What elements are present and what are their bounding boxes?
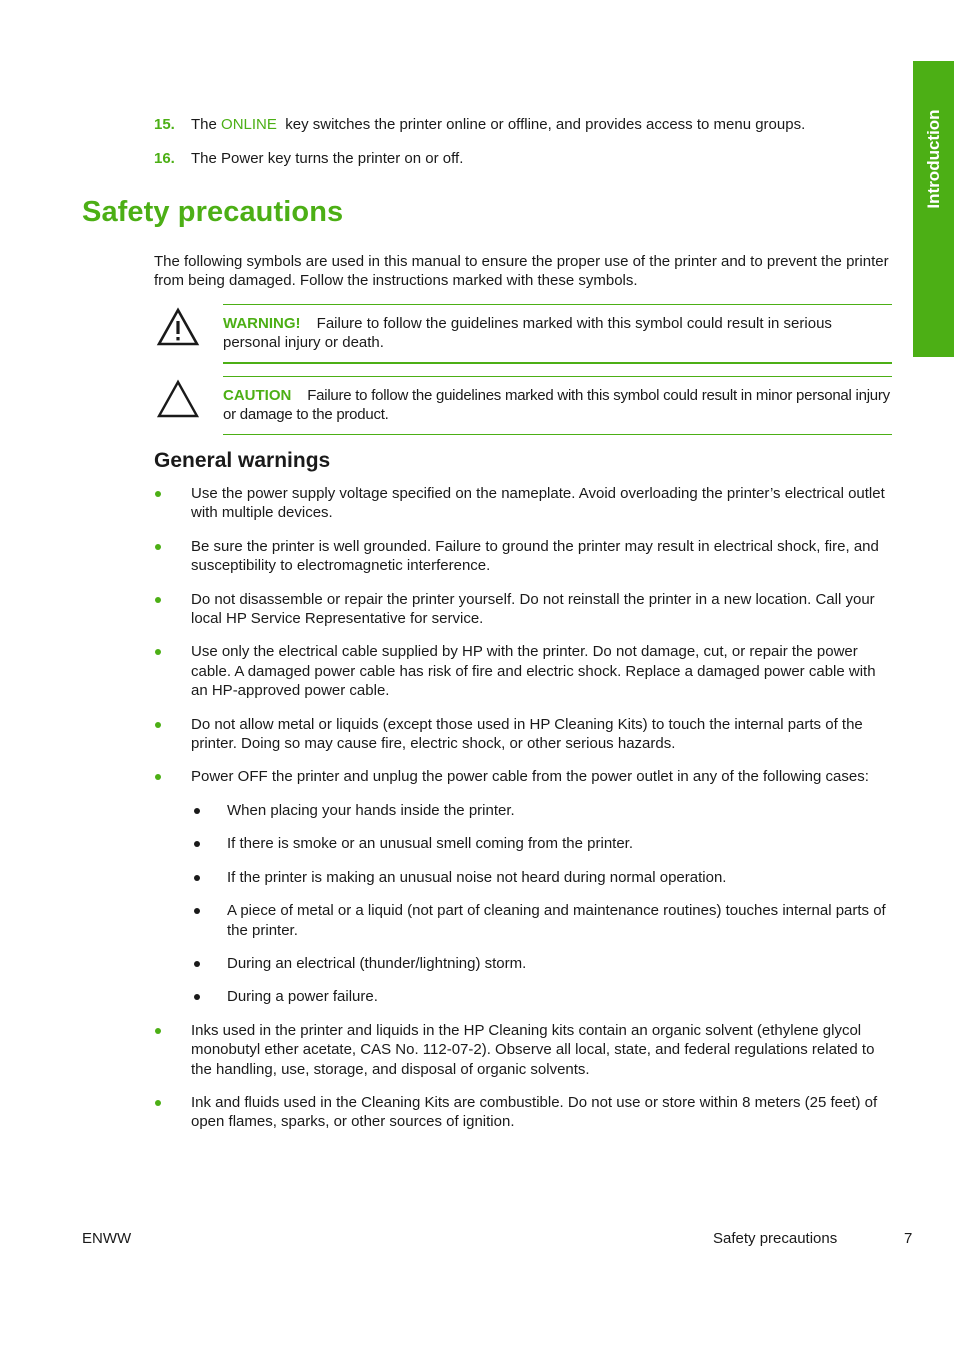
list-item: Be sure the printer is well grounded. Failure to ground the printer may result in electrical shock, fire, and susceptibility to electromagnetic interference. bbox=[154, 537, 894, 576]
sub-list-item: If the printer is making an unusual noise not heard during normal operation. bbox=[191, 868, 894, 887]
warning-triangle-icon bbox=[156, 307, 200, 347]
general-warnings-list bbox=[154, 484, 894, 1146]
step-text-post: key switches the printer online or offline, and provides access to menu groups. bbox=[285, 116, 806, 133]
online-key-label: ONLINE bbox=[221, 116, 277, 133]
footer-left: ENWW bbox=[82, 1230, 132, 1247]
list-item: Inks used in the printer and liquids in the HP Cleaning kits contain an organic solvent (ethylene glycol monobutyl ether acetate, CAS No. 112-07-2). Observe all local, state, and federal regulations related to the handling, use, storage, and disposal of organic solvents. bbox=[154, 1021, 894, 1079]
list-item: Do not allow metal or liquids (except those used in HP Cleaning Kits) to touch the internal parts of the printer. Doing so may cause fire, electric shock, or other serious hazards. bbox=[154, 715, 894, 754]
list-item: Use only the electrical cable supplied by HP with the printer. Do not damage, cut, or repair the power cable. A damaged power cable has risk of fire and electric shock. Replace a damaged power cable with an HP-approved power cable. bbox=[154, 642, 894, 700]
power-off-cases-list bbox=[191, 801, 894, 1007]
list-item bbox=[154, 767, 894, 1006]
sub-list-item: When placing your hands inside the printer. bbox=[191, 801, 894, 820]
page-title: Safety precautions bbox=[82, 196, 344, 228]
sub-list-item: During an electrical (thunder/lightning) storm. bbox=[191, 954, 894, 973]
caution-triangle-icon bbox=[156, 379, 200, 419]
list-item: Ink and fluids used in the Cleaning Kits are combustible. Do not use or store within 8 meters (25 feet) of open flames, sparks, or other sources of ignition. bbox=[154, 1093, 894, 1132]
chapter-tab bbox=[913, 61, 954, 357]
sub-list-item: During a power failure. bbox=[191, 987, 894, 1006]
chapter-tab-label: Introduction bbox=[923, 109, 943, 209]
step-text: The Power key turns the printer on or off. bbox=[191, 150, 464, 167]
warning-body: Failure to follow the guidelines marked with this symbol could result in serious personal injury or death. bbox=[223, 315, 832, 351]
sub-list-item: A piece of metal or a liquid (not part of cleaning and maintenance routines) touches internal parts of the printer. bbox=[191, 901, 894, 940]
step-number: 16. bbox=[154, 150, 175, 167]
footer-section: Safety precautions bbox=[713, 1230, 838, 1247]
caution-label: CAUTION bbox=[223, 387, 292, 404]
step-text bbox=[191, 115, 805, 134]
list-item-text: Power OFF the printer and unplug the power cable from the power outlet in any of the following cases: bbox=[191, 768, 869, 786]
page-number: 7 bbox=[904, 1230, 913, 1247]
caution-notice bbox=[223, 376, 892, 435]
sub-list-item: If there is smoke or an unusual smell coming from the printer. bbox=[191, 834, 894, 853]
warning-notice bbox=[223, 304, 892, 364]
warning-text bbox=[223, 305, 892, 352]
caution-body: Failure to follow the guidelines marked with this symbol could result in minor personal injury or damage to the product. bbox=[223, 387, 890, 423]
step-text-pre: The bbox=[191, 116, 217, 133]
caution-text bbox=[223, 377, 892, 424]
warning-label: WARNING! bbox=[223, 315, 301, 332]
list-item: Use the power supply voltage specified on the nameplate. Avoid overloading the printer’s electrical outlet with multiple devices. bbox=[154, 484, 894, 523]
step-number: 15. bbox=[154, 116, 175, 133]
intro-paragraph: The following symbols are used in this manual to ensure the proper use of the printer and to prevent the printer from being damaged. Follow the instructions marked with these symbols. bbox=[154, 253, 889, 289]
section-heading: General warnings bbox=[154, 449, 331, 472]
list-item: Do not disassemble or repair the printer yourself. Do not reinstall the printer in a new location. Call your local HP Service Representative for service. bbox=[154, 590, 894, 629]
